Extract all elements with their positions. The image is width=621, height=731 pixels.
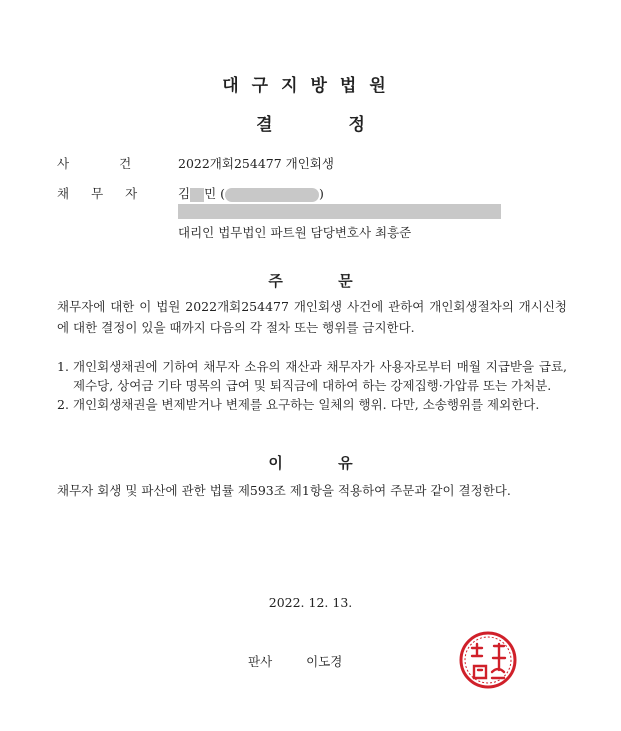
case-label-char: 사 (57, 156, 70, 171)
judge-signature-line (248, 652, 342, 670)
debtor-name-last: 민 (204, 186, 217, 201)
document-title: 결 정 (256, 115, 365, 135)
judge-title: 판사 (248, 654, 273, 669)
list-item-text: 개인회생채권에 기하여 채무자 소유의 재산과 채무자가 사용자로부터 매월 지급받을 급료, 제수당, 상여금 기타 명목의 급여 및 퇴직금에 대하여 하는 강제집행·가압류 또는 가처분. (73, 359, 567, 393)
reason-heading: 이 유 (268, 454, 353, 472)
redaction-block (225, 188, 319, 202)
redaction-block (190, 188, 204, 202)
list-item-number: 2. (57, 397, 69, 412)
list-item (57, 395, 567, 414)
court-seal-icon (458, 630, 518, 690)
case-label-char: 건 (119, 156, 132, 171)
debtor-name: 김 민 ( ) (178, 186, 324, 201)
order-heading: 주 문 (268, 272, 353, 290)
debtor-label (57, 184, 137, 202)
list-item-text: 개인회생채권을 변제받거나 변제를 요구하는 일체의 행위. 다만, 소송행위를 제외한다. (73, 397, 540, 412)
order-list (57, 357, 567, 414)
case-label (57, 154, 131, 172)
debtor-label-char: 무 (91, 186, 104, 201)
case-number: 2022개회254477 개인회생 (178, 156, 334, 171)
debtor-label-char: 자 (125, 186, 138, 201)
court-name: 대구지방법원 (222, 76, 399, 96)
list-item-number: 1. (57, 359, 69, 374)
judge-name: 이도경 (306, 654, 343, 669)
list-item (57, 357, 567, 395)
reason-text: 채무자 회생 및 파산에 관한 법률 제593조 제1항을 적용하여 주문과 같이 결정한다. (57, 483, 511, 498)
debtor-name-first: 김 (178, 186, 191, 201)
decision-date: 2022. 12. 13. (268, 595, 353, 610)
debtor-label-char: 채 (57, 186, 70, 201)
address-redaction (178, 204, 501, 219)
debtor-agent: 대리인 법무법인 파트원 담당변호사 최흥준 (178, 225, 412, 240)
order-intro: 채무자에 대한 이 법원 2022개회254477 개인회생 사건에 관하여 개인회생절차의 개시신청에 대한 결정이 있을 때까지 다음의 각 절차 또는 행위를 금지한다. (57, 299, 567, 335)
